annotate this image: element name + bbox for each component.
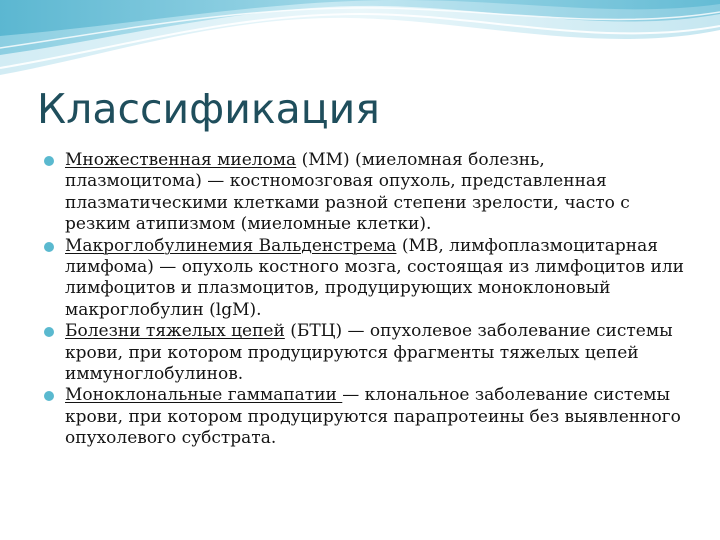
list-item-term: Моноклональные гаммапатии [65,385,343,406]
bullet-list [44,150,684,450]
list-item-term: Болезни тяжелых цепей [65,321,285,342]
list-item-text: (ММ) (миеломная болезнь, плазмоцитома) — костномозговая опухоль, представленная плазматическими клетками разной степени зрелости, часто с резким атипизмом (миеломные клетки). [65,150,630,235]
list-item-text: (МВ, лимфоплазмоцитарная лимфома) — опухоль костного мозга, состоящая из лимфоцитов или лимфоцитов и плазмоцитов, продуцирующих моноклоновый макроглобулин (lgM). [65,235,684,320]
list-item-term: Макроглобулинемия Вальденстрема [65,235,397,256]
bullet-icon [44,327,54,337]
bullet-icon [44,391,54,401]
bullet-icon [44,242,54,252]
list-item [44,236,684,322]
slide-title: Классификация [37,85,380,133]
list-item [44,321,684,385]
list-item-text: — клональное заболевание системы крови, при котором продуцируются парапротеины без выявленного опухолевого субстрата. [65,385,681,449]
bullet-icon [44,156,54,166]
list-item [44,385,684,449]
list-item-term: Множественная миелома [65,150,297,170]
list-item [44,150,684,236]
list-item-text: (БТЦ) — опухолевое заболевание системы крови, при котором продуцируются фрагменты тяжелых цепей иммуноглобулинов. [65,321,673,385]
